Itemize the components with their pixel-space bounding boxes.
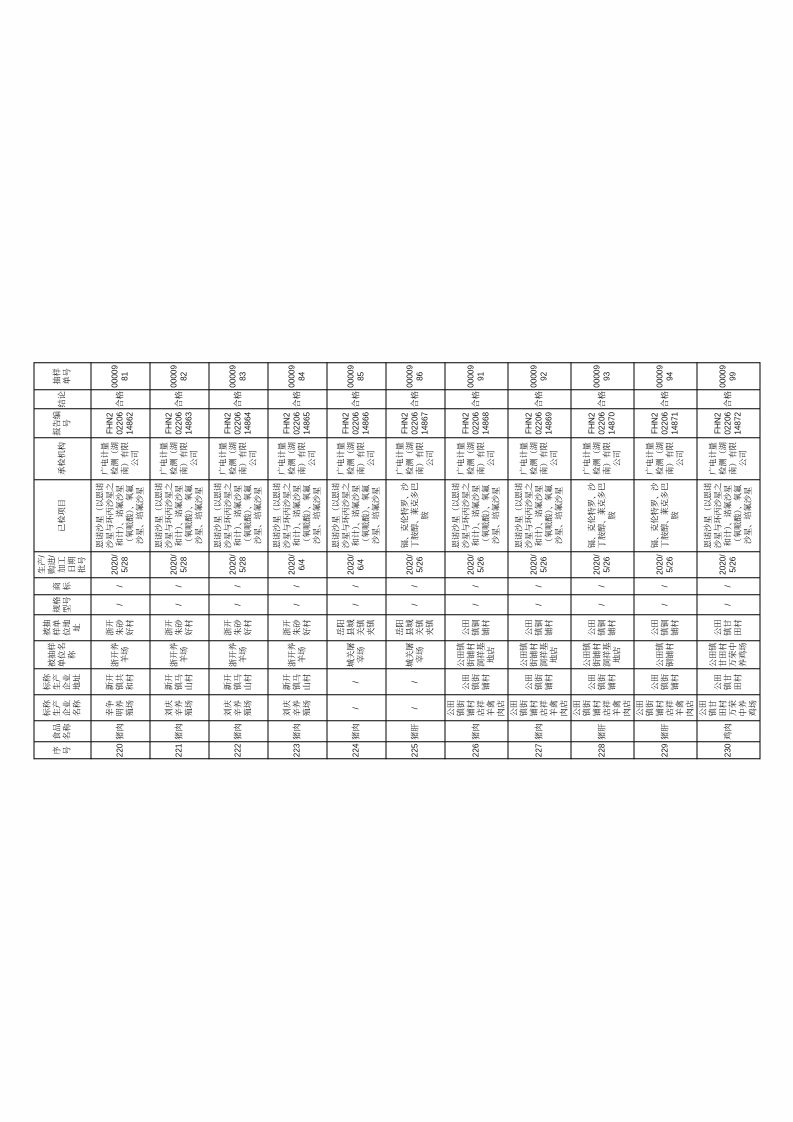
cell-enterprise-name: 刘庆辛养殖场: [150, 695, 209, 721]
cell-conclusion: 合格: [209, 389, 268, 409]
table-row: [445, 363, 508, 759]
cell-enterprise-name: /: [386, 695, 445, 721]
cell-seq: 230: [697, 742, 760, 759]
cell-organization: 广电计量检测（湖南）有限公司: [634, 438, 697, 480]
cell-seq: 223: [268, 742, 327, 759]
cell-sampled-unit-address: 浙开朱砂好村: [150, 615, 209, 641]
cell-date: 2020/5/26: [634, 552, 697, 578]
cell-report-number: FHN20220614864: [209, 409, 268, 437]
table-row: [697, 363, 760, 759]
cell-trademark: /: [445, 578, 508, 595]
cell-date: 2020/5/26: [571, 552, 634, 578]
cell-trademark: /: [386, 578, 445, 595]
cell-order-number: 0000986: [386, 363, 445, 389]
cell-order-number: 0000999: [697, 363, 760, 389]
cell-seq: 225: [386, 742, 445, 759]
cell-seq: 222: [209, 742, 268, 759]
table-header: [34, 363, 91, 759]
cell-food-name: 猪肝: [386, 721, 445, 742]
cell-organization: 广电计量检测（湖南）有限公司: [327, 438, 386, 480]
cell-tested-items: 恩诺沙星（以恩诺沙星与环丙沙星之和计）、诺氟沙星（氧哌酸）、氧氟沙星、培氟沙星: [327, 479, 386, 551]
cell-tested-items: 镉、克伦特罗、沙丁胺醇、莱克多巴胺: [571, 479, 634, 551]
cell-food-name: 猪肉: [508, 721, 571, 742]
cell-spec: /: [508, 595, 571, 615]
cell-trademark: /: [508, 578, 571, 595]
header-testing-organization: 承检机构: [34, 438, 91, 480]
cell-spec: /: [697, 595, 760, 615]
cell-food-name: 猪肉: [209, 721, 268, 742]
cell-date: 2020/6/4: [268, 552, 327, 578]
cell-sampled-unit-address: 公田镇铜铺村: [508, 615, 571, 641]
cell-sampled-unit-address: 浙开朱砂好村: [209, 615, 268, 641]
cell-food-name: 猪肉: [327, 721, 386, 742]
cell-date: 2020/5/26: [697, 552, 760, 578]
cell-enterprise-name: 公田镇街铺村店祥羊禽肉店: [571, 695, 634, 721]
cell-sampled-unit-address: 公田镇铜铺村: [445, 615, 508, 641]
cell-order-number: 0000984: [268, 363, 327, 389]
cell-order-number: 0000981: [91, 363, 150, 389]
table-row: [571, 363, 634, 759]
cell-enterprise-name: 幸争明养殖场: [91, 695, 150, 721]
cell-organization: 广电计量检测（湖南）有限公司: [697, 438, 760, 480]
cell-sampled-unit-name: 公田镇街铺村洞祥基地店: [508, 641, 571, 669]
cell-spec: /: [571, 595, 634, 615]
header-sampled-unit-name: 被抽样单位名称: [34, 641, 91, 669]
table-body: [91, 363, 760, 759]
header-food-name: 食品名称: [34, 721, 91, 742]
table-header-row: [34, 363, 91, 759]
cell-seq: 220: [91, 742, 150, 759]
cell-enterprise-name: 公田镇街铺村店祥羊禽肉店: [508, 695, 571, 721]
header-enterprise-address: 标称生产企业地址: [34, 669, 91, 695]
cell-order-number: 0000994: [634, 363, 697, 389]
cell-enterprise-name: 刘庆辛养殖场: [268, 695, 327, 721]
table-row: [91, 363, 150, 759]
cell-order-number: 0000992: [508, 363, 571, 389]
cell-spec: /: [386, 595, 445, 615]
cell-report-number: FHN20220614863: [150, 409, 209, 437]
cell-sampled-unit-address: 公田镇铜铺村: [634, 615, 697, 641]
cell-seq: 224: [327, 742, 386, 759]
cell-sampled-unit-name: 浙开养羊场: [268, 641, 327, 669]
cell-sampled-unit-name: 浙开养羊场: [209, 641, 268, 669]
header-spec-model: 规格型号: [34, 595, 91, 615]
cell-report-number: FHN20220614868: [445, 409, 508, 437]
cell-conclusion: 合格: [508, 389, 571, 409]
cell-trademark: /: [91, 578, 150, 595]
cell-enterprise-address: 公田镇街铺村: [571, 669, 634, 695]
cell-conclusion: 合格: [150, 389, 209, 409]
rotated-table-container: [33, 363, 760, 760]
cell-tested-items: 恩诺沙星（以恩诺沙星与环丙沙星之和计）、诺氟沙星（氧哌酸）、氧氟沙星、培氟沙星: [268, 479, 327, 551]
cell-organization: 广电计量检测（湖南）有限公司: [445, 438, 508, 480]
cell-spec: /: [634, 595, 697, 615]
cell-enterprise-address: 新开镇马山村: [150, 669, 209, 695]
cell-report-number: FHN20220614869: [508, 409, 571, 437]
cell-conclusion: 合格: [91, 389, 150, 409]
cell-spec: /: [327, 595, 386, 615]
cell-conclusion: 合格: [445, 389, 508, 409]
cell-order-number: 0000982: [150, 363, 209, 389]
table-row: [634, 363, 697, 759]
cell-conclusion: 合格: [634, 389, 697, 409]
cell-report-number: FHN20220614865: [268, 409, 327, 437]
cell-conclusion: 合格: [327, 389, 386, 409]
cell-enterprise-name: 公田镇街铺村店祥羊禽肉店: [634, 695, 697, 721]
table-row: [268, 363, 327, 759]
cell-organization: 广电计量检测（湖南）有限公司: [571, 438, 634, 480]
cell-date: 2020/5/26: [445, 552, 508, 578]
cell-sampled-unit-name: 公田镇街铺村洞祥基地店: [571, 641, 634, 669]
cell-report-number: FHN20220614871: [634, 409, 697, 437]
cell-report-number: FHN20220614862: [91, 409, 150, 437]
cell-sampled-unit-name: 公田镇铜铺村: [634, 641, 697, 669]
table-row: [209, 363, 268, 759]
cell-sampled-unit-name: 公田镇街铺村洞祥基地店: [445, 641, 508, 669]
header-production-date: 生产/购进/加工日期批号: [34, 552, 91, 578]
cell-date: 2020/5/28: [209, 552, 268, 578]
cell-trademark: /: [634, 578, 697, 595]
cell-food-name: 猪肉: [268, 721, 327, 742]
cell-tested-items: 恩诺沙星（以恩诺沙星与环丙沙星之和计）、诺氟沙星（氧哌酸）、氧氟沙星、培氟沙星: [209, 479, 268, 551]
cell-seq: 229: [634, 742, 697, 759]
cell-order-number: 0000985: [327, 363, 386, 389]
cell-enterprise-address: 新开镇马山村: [268, 669, 327, 695]
cell-food-name: 猪肉: [445, 721, 508, 742]
cell-sampled-unit-name: 公田镇甘田村万荣中养鸡场: [697, 641, 760, 669]
table-row: [386, 363, 445, 759]
table-row: [508, 363, 571, 759]
cell-date: 2020/6/4: [327, 552, 386, 578]
cell-enterprise-name: 刘庆辛养殖场: [209, 695, 268, 721]
cell-report-number: FHN20220614872: [697, 409, 760, 437]
table-row: [150, 363, 209, 759]
cell-trademark: /: [209, 578, 268, 595]
cell-organization: 广电计量检测（湖南）有限公司: [508, 438, 571, 480]
header-conclusion: 结论: [34, 389, 91, 409]
sampling-results-table: [33, 363, 760, 760]
cell-trademark: /: [697, 578, 760, 595]
cell-enterprise-address: 公田镇甘田村: [697, 669, 760, 695]
cell-tested-items: 恩诺沙星（以恩诺沙星与环丙沙星之和计）、诺氟沙星（氧哌酸）、氧氟沙星、培氟沙星: [697, 479, 760, 551]
header-trademark: 商标: [34, 578, 91, 595]
cell-trademark: /: [327, 578, 386, 595]
cell-conclusion: 合格: [571, 389, 634, 409]
cell-report-number: FHN20220614870: [571, 409, 634, 437]
cell-spec: /: [445, 595, 508, 615]
cell-trademark: /: [150, 578, 209, 595]
cell-trademark: /: [571, 578, 634, 595]
cell-enterprise-address: 公田镇街铺村: [508, 669, 571, 695]
cell-food-name: 猪肝: [571, 721, 634, 742]
cell-tested-items: 恩诺沙星（以恩诺沙星与环丙沙星之和计）、诺氟沙星（氧哌酸）、氧氟沙星、培氟沙星: [508, 479, 571, 551]
cell-organization: 广电计量检测（湖南）有限公司: [209, 438, 268, 480]
cell-date: 2020/5/26: [508, 552, 571, 578]
cell-spec: /: [150, 595, 209, 615]
cell-date: 2020/5/26: [386, 552, 445, 578]
cell-food-name: 猪肝: [634, 721, 697, 742]
cell-sampled-unit-address: 公田镇甘田村: [697, 615, 760, 641]
cell-enterprise-address: 公田镇街铺村: [634, 669, 697, 695]
cell-enterprise-name: 公田镇甘田村万荣中养鸡场: [697, 695, 760, 721]
cell-spec: /: [91, 595, 150, 615]
cell-food-name: 猪肉: [150, 721, 209, 742]
cell-conclusion: 合格: [697, 389, 760, 409]
cell-date: 2020/5/28: [91, 552, 150, 578]
cell-report-number: FHN20220614867: [386, 409, 445, 437]
cell-sampled-unit-address: 公田镇铜铺村: [571, 615, 634, 641]
cell-trademark: /: [268, 578, 327, 595]
cell-tested-items: 恩诺沙星（以恩诺沙星与环丙沙星之和计）、诺氟沙星（氧哌酸）、氧氟沙星、培氟沙星: [445, 479, 508, 551]
cell-organization: 广电计量检测（湖南）有限公司: [386, 438, 445, 480]
cell-sampled-unit-address: 岳阳县城关镇夹镇: [386, 615, 445, 641]
cell-order-number: 0000993: [571, 363, 634, 389]
cell-sampled-unit-name: 城关屠宰场: [386, 641, 445, 669]
cell-organization: 广电计量检测（湖南）有限公司: [150, 438, 209, 480]
cell-conclusion: 合格: [268, 389, 327, 409]
header-enterprise-name: 标称生产企业名称: [34, 695, 91, 721]
cell-sampled-unit-address: 岳阳县城关镇夹镇: [327, 615, 386, 641]
cell-date: 2020/5/28: [150, 552, 209, 578]
cell-enterprise-name: 公田镇街铺村店祥羊禽肉店: [445, 695, 508, 721]
header-report-number: 报告编号: [34, 409, 91, 437]
cell-organization: 广电计量检测（湖南）有限公司: [91, 438, 150, 480]
cell-spec: /: [268, 595, 327, 615]
header-tested-items: 已检项目: [34, 479, 91, 551]
cell-sampled-unit-name: 浙开养羊场: [150, 641, 209, 669]
cell-sampled-unit-name: 城关屠宰场: [327, 641, 386, 669]
cell-enterprise-address: 新开镇马山村: [209, 669, 268, 695]
cell-enterprise-address: 公田镇街铺村: [445, 669, 508, 695]
cell-tested-items: 镉、克伦特罗、沙丁胺醇、莱克多巴胺: [634, 479, 697, 551]
cell-seq: 226: [445, 742, 508, 759]
cell-order-number: 0000991: [445, 363, 508, 389]
cell-food-name: 鸡肉: [697, 721, 760, 742]
cell-order-number: 0000983: [209, 363, 268, 389]
cell-tested-items: 恩诺沙星（以恩诺沙星与环丙沙星之和计）、诺氟沙星（氧哌酸）、氧氟沙星、培氟沙星: [150, 479, 209, 551]
cell-enterprise-address: 新开镇共和村: [91, 669, 150, 695]
cell-enterprise-name: /: [327, 695, 386, 721]
cell-sampled-unit-name: 浙开养羊场: [91, 641, 150, 669]
cell-enterprise-address: /: [386, 669, 445, 695]
cell-seq: 227: [508, 742, 571, 759]
cell-enterprise-address: /: [327, 669, 386, 695]
header-sampled-unit-address: 被抽样单位地址: [34, 615, 91, 641]
cell-sampled-unit-address: 浙开朱砂好村: [268, 615, 327, 641]
cell-report-number: FHN20220614866: [327, 409, 386, 437]
cell-tested-items: 镉、克伦特罗、沙丁胺醇、莱克多巴胺: [386, 479, 445, 551]
cell-conclusion: 合格: [386, 389, 445, 409]
header-seq: 序号: [34, 742, 91, 759]
cell-organization: 广电计量检测（湖南）有限公司: [268, 438, 327, 480]
table-row: [327, 363, 386, 759]
cell-seq: 221: [150, 742, 209, 759]
cell-sampled-unit-address: 浙开朱砂好村: [91, 615, 150, 641]
cell-tested-items: 恩诺沙星（以恩诺沙星与环丙沙星之和计）、诺氟沙星（氧哌酸）、氧氟沙星、培氟沙星: [91, 479, 150, 551]
cell-food-name: 猪肉: [91, 721, 150, 742]
cell-spec: /: [209, 595, 268, 615]
cell-seq: 228: [571, 742, 634, 759]
header-sampling-order-number: 抽样单号: [34, 363, 91, 389]
